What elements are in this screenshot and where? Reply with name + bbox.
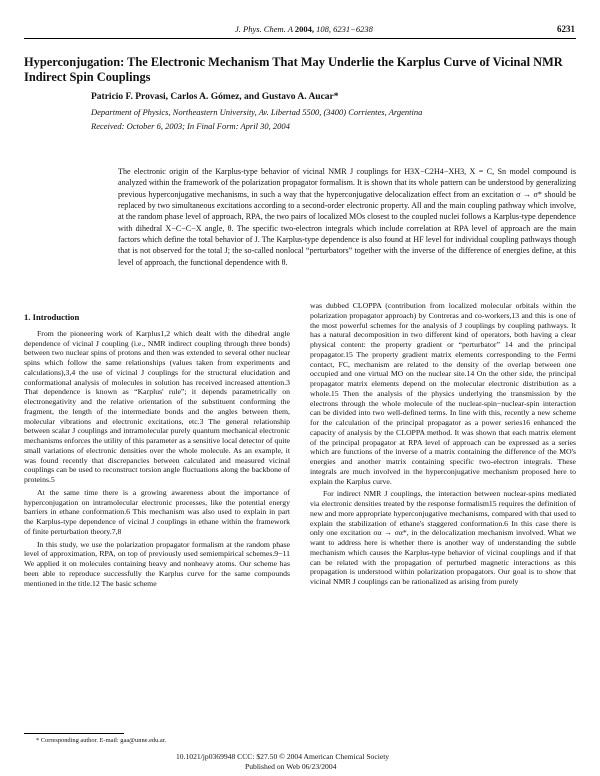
paragraph: For indirect NMR J couplings, the interaction between nuclear-spins mediated via electronic densities treated by the response formalism15 requires the definition of new and more appropriate hyperconjugative mechanisms, compared with that used to explain the stabilization of ethane's staggered conformation.6 In this case there is only one excitation σα → σα*, in the delocalization mechanism involved. What we want to address here is whether there is another way of understanding the subtle mechanism which causes the Karplus-type behavior of vicinal couplings and if that can be related with the propagation of perturbed magnetic interactions as this propagation is understood within polarization propagators. Our goal is to show that vicinal NMR J couplings can be rationalized as arising from purely [310,489,576,586]
received-dates: Received: October 6, 2003; In Final Form: April 30, 2004 [91,121,290,131]
journal-pages: 6231−6238 [333,24,373,34]
abstract: The electronic origin of the Karplus-type behavior of vicinal NMR J couplings for H3X−C2H4−XH3, X = C, Sn model compound is analyzed within the framework of the polarization propagator formalism. It is shown that its whole pattern can be understood by generalizing previous hyperconjugative mechanisms, in such a way that the hyperconjugative delocalization effect from an excitation σ → σ* should be replaced by two simultaneous excitations according to a second-order electronic property. All and the main coupling pathway which involve, at the random phase level of approach, RPA, the two pairs of localized MOs closest to the coupled nuclei follows a Karplus-type dependence with dihedral X−C−C−X angle, θ. The specific two-electron integrals which include correlation at RPA level of approach are the main factors which define the total behavior of J. The Karplus-type dependence is also found at HF level for individual coupling pathways though that is not observed for the total J; the so-called nonlocal “perturbators” together with the inverse of the difference of energies define, at this level of approach, the functional dependence with θ. [118,167,576,267]
journal-year: 2004, [294,24,315,34]
right-column [310,301,576,587]
section-heading: 1. Introduction [24,312,80,322]
footnote-rule [24,733,124,734]
paragraph: At the same time there is a growing awareness about the importance of hyperconjugation on intramolecular electronic processes, like the potential energy barriers in ethane conformation.6 This mechanism was also used to explain in part the Karplus-type dependence of vicinal J couplings in ethane within the framework of finite perturbation theory.7,8 [24,487,290,536]
running-header [0,24,600,38]
paragraph: From the pioneering work of Karplus1,2 which dealt with the dihedral angle dependence of vicinal J coupling (i.e., NMR indirect coupling through three bonds) between two nuclear spins of protons and then was extended to several other nuclear spins which follow the same relationships (values taken from experiments and calculations),3,4 the use of vicinal J couplings for the structural elucidation and conformational analysis of molecules in solution has received increased attention.3 That dependence is known as “Karplus' rule”; it depends parametrically on electronegativity and the relative orientation of the substituent conforming the fragment, the length of the intermediate bonds and the angles between them, molecular vibrations and electronic excitations, etc.3 The general relationship between scalar J couplings and intramolecular purely quantum mechanical electronic mechanisms enforces the utility of this parameter as a sensitive local detector of quite small variations of electronic densities over the whole molecule. As an example, it was found recently that discrepancies between calculated and measured vicinal couplings can be used to reconstruct torsion angle fluctuations along the backbone of proteins.5 [24,328,290,484]
paragraph: In this study, we use the polarization propagator formalism at the random phase level of approximation, RPA, on top of previously used semiempirical schemes.9−11 We applied it on molecules containing heavy and nonheavy atoms. Our scheme has been able to reproduce successfully the Karplus curve for the same compounds mentioned in the title.12 The basic scheme [24,539,290,588]
page-number: 6231 [557,24,575,34]
affiliation: Department of Physics, Northeastern University, Av. Libertad 5500, (3400) Corrientes, Argentina [91,107,423,117]
paper-title: Hyperconjugation: The Electronic Mechanism That May Underlie the Karplus Curve of Vicinal NMR Indirect Spin Couplings [24,55,563,84]
publication-date: Published on Web 06/23/2004 [245,762,337,771]
author-list: Patricio F. Provasi, Carlos A. Gómez, and Gustavo A. Aucar* [91,92,339,102]
journal-citation [235,24,373,34]
journal-volume: 108, [316,24,332,34]
footnote: * Corresponding author. E-mail: gaa@unne.edu.ar. [36,737,167,744]
journal-name: J. Phys. Chem. A [235,24,293,34]
left-column [24,313,290,588]
doi-line: 10.1021/jp0369948 CCC: $27.50 © 2004 American Chemical Society [176,752,390,761]
paragraph: was dubbed CLOPPA (contribution from localized molecular orbitals within the polarization propagator approach) by Contreras and co-workers,13 and this is one of the most powerful schemes for the analysis of J couplings by coupling pathways. It has a natural decomposition in two different kind of operators, both having a clear physical content: the property gradient or “perturbator” 14 and the principal propagator.15 The property gradient matrix elements corresponding to the Fermi contact, FC, mechanism are related to the density of the overlap between one occupied and one virtual MO on the nuclear site.14 On the other side, the principal propagator matrix elements depend on the molecular electronic distribution as a whole.15 Then the analysis of the physics underlying the transmission by the electrons through the whole molecule of the nuclear-spin−nuclear-spin interaction can be divided into two well-defined terms. In line with this, recently a new scheme for the calculation of the principal propagator as a power series16 enhanced the capacity of analysis by the CLOPPA method. It was shown that each matrix element of the principal propagator at RPA level of approach can be expressed as a series which are functions of the inverse of a matrix containing the difference of the MO's energies and another matrix containing specific two-electron integrals. These integrals are much involved in the hyperconjugative mechanism proposed here to explain the Karplus curve. [310,301,576,486]
header-rule [24,38,576,39]
